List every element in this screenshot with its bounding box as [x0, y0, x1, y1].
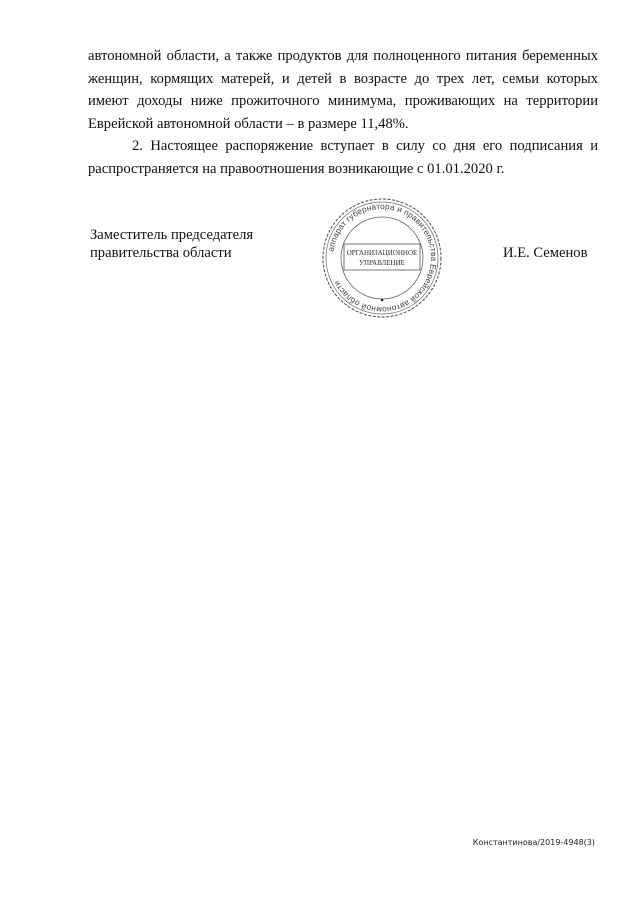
stamp-outer-text: аппарат губернатора и правительства Еврейской автономной области — [326, 201, 439, 315]
signer-position — [90, 226, 253, 262]
stamp-dot — [381, 299, 384, 302]
signer-name: И.Е. Семенов — [503, 245, 588, 261]
paragraph-continuation: автономной области, а также продуктов для полноценного питания беременных женщин, кормящих матерей, и детей в возрасте до трех лет, семьи которых имеют доходы ниже прожиточного минимума, проживающих на территории Еврейской автономной области – в размере 11,48%. — [88, 48, 598, 132]
document-body — [88, 45, 598, 181]
official-stamp — [320, 196, 444, 320]
stamp-center-line2: УПРАВЛЕНИЕ — [359, 259, 405, 267]
footer-reference: Константинова/2019-4948(3) — [472, 838, 595, 847]
stamp-center-line1: ОРГАНИЗАЦИОННОЕ — [346, 249, 418, 257]
signer-position-line1: Заместитель председателя — [90, 227, 254, 243]
signer-position-line2: правительства области — [90, 245, 232, 261]
paragraph-2: 2. Настоящее распоряжение вступает в силу со дня его подписания и распространяется на правоотношения возникающие с 01.01.2020 г. — [88, 138, 598, 177]
